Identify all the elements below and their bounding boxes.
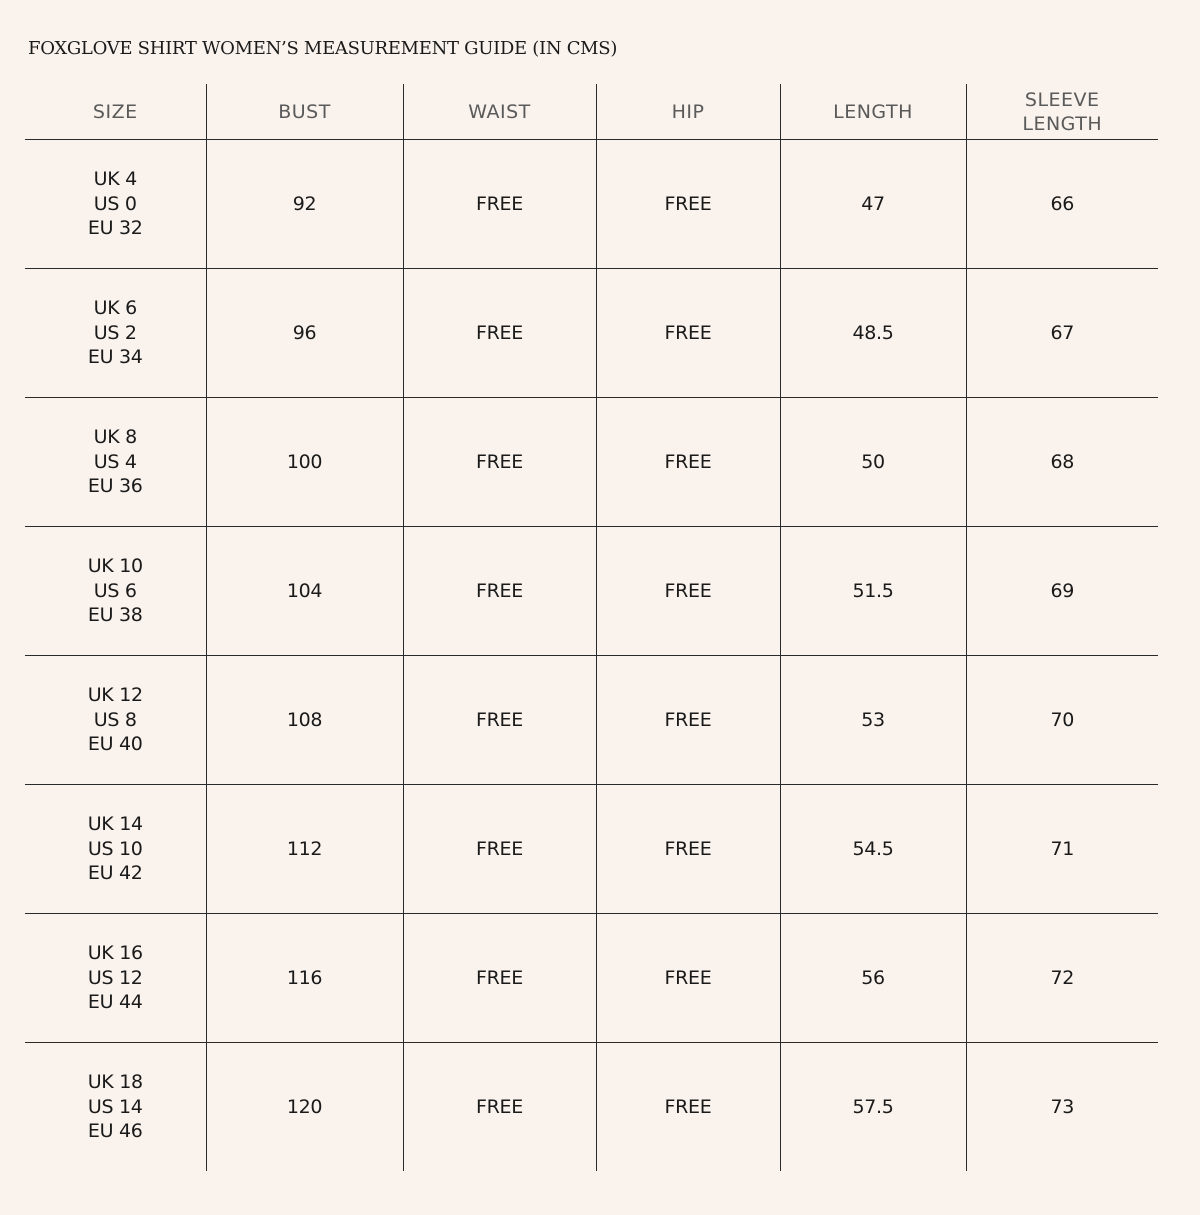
waist-cell: FREE [403,269,596,398]
size-us: US 4 [93,450,137,473]
table-row [25,398,1158,527]
bust-cell: 108 [206,656,403,785]
header-length: LENGTH [780,84,966,140]
table-row [25,269,1158,398]
size-uk: UK 10 [87,555,143,578]
header-sleeve-length-line2: LENGTH [1022,112,1103,135]
header-hip: HIP [596,84,780,140]
size-uk: UK 8 [93,426,137,449]
header-bust: BUST [206,84,403,140]
hip-cell: FREE [596,914,780,1043]
length-cell: 57.5 [780,1043,966,1172]
header-sleeve-length-line1: SLEEVE [1024,88,1100,111]
size-uk: UK 14 [87,813,143,836]
size-eu: EU 46 [87,1120,143,1143]
waist-cell: FREE [403,656,596,785]
size-cell [25,269,206,398]
size-uk: UK 6 [93,297,137,320]
table-header-row [25,84,1158,140]
table-row [25,914,1158,1043]
hip-cell: FREE [596,398,780,527]
size-us: US 14 [87,1095,143,1118]
sleeve-length-cell: 69 [966,527,1158,656]
length-cell: 56 [780,914,966,1043]
bust-cell: 92 [206,140,403,269]
bust-cell: 96 [206,269,403,398]
hip-cell: FREE [596,785,780,914]
bust-cell: 112 [206,785,403,914]
header-size: SIZE [25,84,206,140]
bust-cell: 100 [206,398,403,527]
size-us: US 2 [93,321,137,344]
size-uk: UK 12 [87,684,143,707]
table-row [25,527,1158,656]
measurement-table [25,84,1158,1171]
size-uk: UK 16 [87,942,143,965]
size-cell [25,1043,206,1172]
bust-cell: 120 [206,1043,403,1172]
size-us: US 10 [87,837,143,860]
size-eu: EU 42 [87,862,143,885]
waist-cell: FREE [403,1043,596,1172]
hip-cell: FREE [596,656,780,785]
header-sleeve-length [966,84,1158,140]
sleeve-length-cell: 68 [966,398,1158,527]
sleeve-length-cell: 66 [966,140,1158,269]
size-us: US 0 [93,192,137,215]
hip-cell: FREE [596,140,780,269]
size-cell [25,140,206,269]
size-cell [25,398,206,527]
size-eu: EU 38 [87,604,143,627]
length-cell: 48.5 [780,269,966,398]
size-cell [25,527,206,656]
bust-cell: 104 [206,527,403,656]
header-waist: WAIST [403,84,596,140]
hip-cell: FREE [596,527,780,656]
waist-cell: FREE [403,527,596,656]
length-cell: 47 [780,140,966,269]
size-cell [25,914,206,1043]
length-cell: 50 [780,398,966,527]
sleeve-length-cell: 67 [966,269,1158,398]
length-cell: 53 [780,656,966,785]
sleeve-length-cell: 71 [966,785,1158,914]
table-row [25,656,1158,785]
page-title: FOXGLOVE SHIRT WOMEN’S MEASUREMENT GUIDE (IN CMS) [28,38,618,59]
size-eu: EU 32 [87,217,143,240]
length-cell: 51.5 [780,527,966,656]
waist-cell: FREE [403,398,596,527]
size-eu: EU 36 [87,475,143,498]
waist-cell: FREE [403,140,596,269]
waist-cell: FREE [403,914,596,1043]
sleeve-length-cell: 73 [966,1043,1158,1172]
sleeve-length-cell: 70 [966,656,1158,785]
bust-cell: 116 [206,914,403,1043]
waist-cell: FREE [403,785,596,914]
size-eu: EU 34 [87,346,143,369]
size-eu: EU 44 [87,991,143,1014]
size-cell [25,656,206,785]
sleeve-length-cell: 72 [966,914,1158,1043]
table-row [25,140,1158,269]
size-us: US 8 [93,708,137,731]
size-uk: UK 18 [87,1071,143,1094]
length-cell: 54.5 [780,785,966,914]
size-us: US 6 [93,579,137,602]
size-cell [25,785,206,914]
table-row [25,1043,1158,1172]
hip-cell: FREE [596,1043,780,1172]
size-uk: UK 4 [93,168,137,191]
size-us: US 12 [87,966,143,989]
size-eu: EU 40 [87,733,143,756]
table-row [25,785,1158,914]
hip-cell: FREE [596,269,780,398]
